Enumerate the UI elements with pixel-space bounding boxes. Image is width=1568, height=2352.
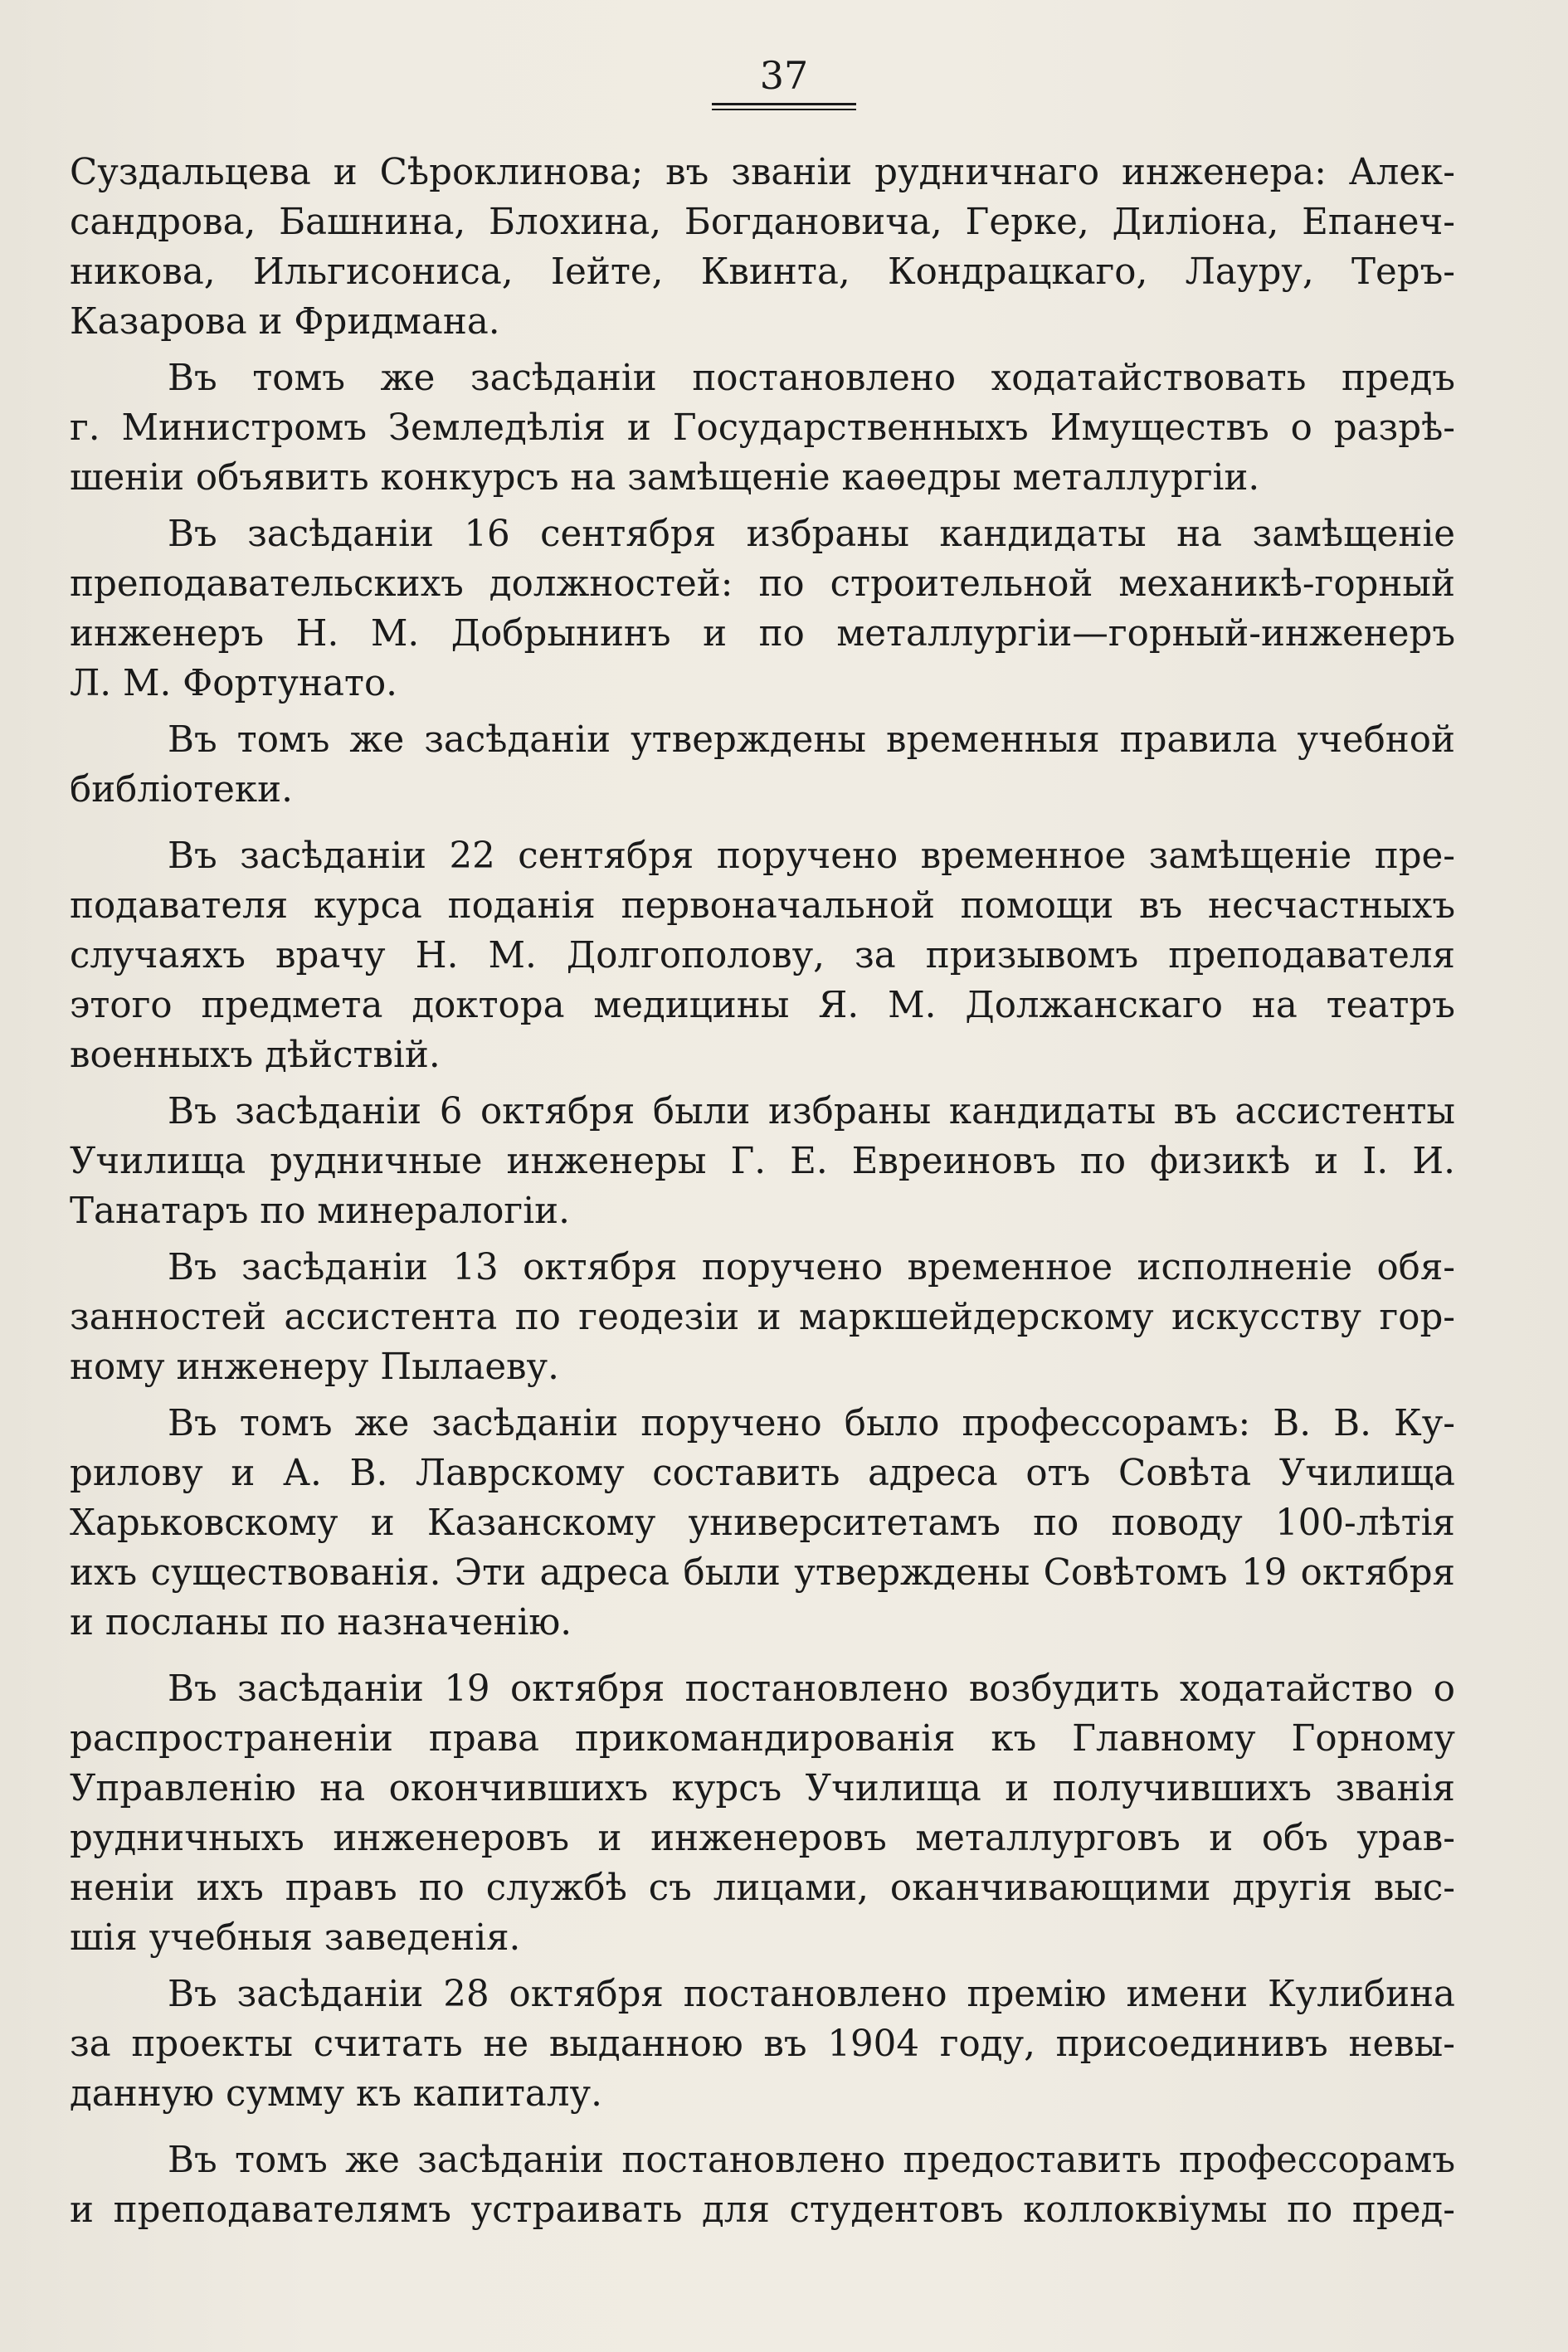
text-line: занностей ассистента по геодезіи и маркшейдерскому искусству гор- (70, 1297, 1455, 1338)
text-line: инженеръ Н. М. Добрынинъ и по металлургіи—горный-инженеръ (70, 613, 1455, 655)
text-line: рилову и А. В. Лаврскому составить адреса отъ Совѣта Училища (70, 1453, 1455, 1494)
text-line: шеніи объявить конкурсъ на замѣщеніе каѳедры металлургіи. (70, 457, 1260, 499)
body-text (70, 148, 1455, 2242)
text-line: Л. М. Фортунато. (70, 663, 397, 704)
text-line: Въ засѣданіи 28 октября постановлено премію имени Кулибина (168, 1974, 1455, 2015)
text-line: Училища рудничные инженеры Г. Е. Евреиновъ по физикѣ и І. И. (70, 1141, 1455, 1182)
text-line: сандрова, Башнина, Блохина, Богдановича, Герке, Диліона, Епанеч- (70, 202, 1455, 243)
page-number: 37 (712, 51, 857, 105)
paragraph (70, 1087, 1455, 1236)
paragraph (70, 1664, 1455, 1963)
text-line: Въ засѣданіи 16 сентября избраны кандидаты на замѣщеніе (168, 514, 1455, 555)
text-line: Въ томъ же засѣданіи поручено было профессорамъ: В. В. Ку- (168, 1403, 1455, 1444)
text-line: Въ томъ же засѣданіи постановлено ходатайствовать предъ (168, 358, 1455, 399)
paragraph (70, 1399, 1455, 1648)
text-line: Въ засѣданіи 19 октября постановлено возбудить ходатайство о (168, 1668, 1455, 1710)
text-line: никова, Ильгисониса, Іейте, Квинта, Кондрацкаго, Лауру, Теръ- (70, 251, 1455, 293)
paragraph (70, 353, 1455, 503)
paragraph (70, 2135, 1455, 2235)
text-line: Суздальцева и Сѣроклинова; въ званіи рудничнаго инженера: Алек- (70, 152, 1455, 193)
text-line: шія учебныя заведенія. (70, 1917, 521, 1959)
page-header (0, 51, 1568, 105)
text-line: Казарова и Фридмана. (70, 301, 500, 343)
text-line: рудничныхъ инженеровъ и инженеровъ металлурговъ и объ урав- (70, 1818, 1455, 1859)
paragraph (70, 1970, 1455, 2119)
paragraph (70, 715, 1455, 815)
text-line: Въ засѣданіи 22 сентября поручено временное замѣщеніе пре- (168, 835, 1455, 877)
text-line: данную сумму къ капиталу. (70, 2073, 602, 2115)
text-line: и посланы по назначенію. (70, 1602, 572, 1643)
text-line: распространеніи права прикомандированія къ Главному Горному (70, 1718, 1455, 1760)
text-line: подавателя курса поданія первоначальной помощи въ несчастныхъ (70, 885, 1455, 927)
text-line: и преподавателямъ устраивать для студентовъ коллоквіумы по пред- (70, 2189, 1455, 2231)
text-line: Танатаръ по минералогіи. (70, 1191, 570, 1232)
paragraph (70, 831, 1455, 1080)
text-line: библіотеки. (70, 769, 293, 811)
text-line: этого предмета доктора медицины Я. М. Должанскаго на театръ (70, 985, 1455, 1026)
text-line: Управленію на окончившихъ курсъ Училища и получившихъ званія (70, 1768, 1455, 1809)
text-line: Въ томъ же засѣданіи утверждены временныя правила учебной (168, 719, 1455, 761)
text-line: преподавательскихъ должностей: по строительной механикѣ-горный (70, 563, 1455, 605)
paragraph (70, 148, 1455, 347)
paragraph (70, 1243, 1455, 1392)
text-line: Въ засѣданіи 6 октября были избраны кандидаты въ ассистенты (168, 1091, 1455, 1132)
text-line: Въ засѣданіи 13 октября поручено временное исполненіе обя- (168, 1247, 1455, 1288)
text-line: г. Министромъ Земледѣлія и Государственныхъ Имуществъ о разрѣ- (70, 407, 1455, 449)
text-line: Харьковскому и Казанскому университетамъ по поводу 100-лѣтія (70, 1502, 1455, 1544)
text-line: неніи ихъ правъ по службѣ съ лицами, оканчивающими другія выс- (70, 1867, 1455, 1909)
text-line: ихъ существованія. Эти адреса были утверждены Совѣтомъ 19 октября (70, 1552, 1455, 1594)
text-line: военныхъ дѣйствій. (70, 1035, 441, 1076)
text-line: Въ томъ же засѣданіи постановлено предоставить профессорамъ (168, 2140, 1455, 2181)
text-line: случаяхъ врачу Н. М. Долгополову, за призывомъ преподавателя (70, 935, 1455, 976)
text-line: ному инженеру Пылаеву. (70, 1346, 559, 1388)
paragraph (70, 509, 1455, 709)
text-line: за проекты считать не выданною въ 1904 году, присоединивъ невы- (70, 2023, 1455, 2065)
